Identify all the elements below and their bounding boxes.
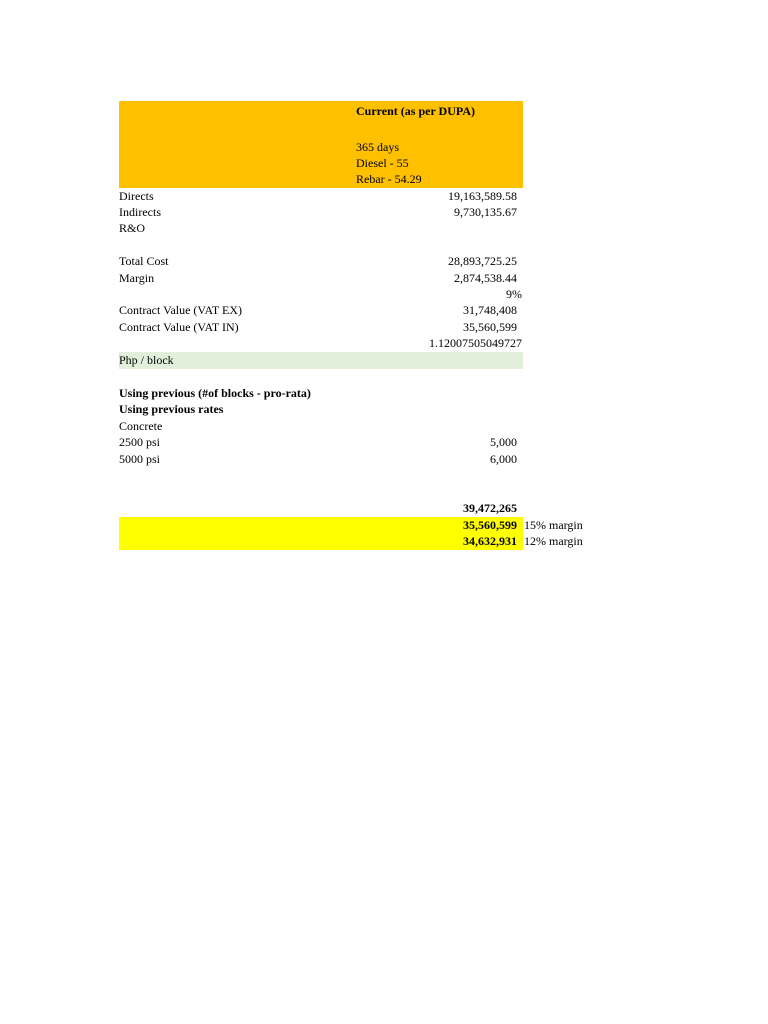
total-15-margin-value: 35,560,599 xyxy=(463,518,517,532)
psi-2500-value: 5,000 xyxy=(490,435,517,449)
contract-value-vat-ex-label: Contract Value (VAT EX) xyxy=(119,303,242,317)
total-15-margin-note: 15% margin xyxy=(524,518,583,532)
indirects-label: Indirects xyxy=(119,205,161,219)
contract-value-vat-ex-value: 31,748,408 xyxy=(463,303,517,317)
directs-label: Directs xyxy=(119,189,154,203)
total-previous-value: 39,472,265 xyxy=(463,501,517,515)
total-cost-label: Total Cost xyxy=(119,254,169,268)
concrete-label: Concrete xyxy=(119,419,163,433)
contract-value-vat-in-label: Contract Value (VAT IN) xyxy=(119,320,239,334)
header-days: 365 days xyxy=(356,140,399,154)
psi-2500-label: 2500 psi xyxy=(119,435,161,449)
total-cost-value: 28,893,725.25 xyxy=(448,254,517,268)
header-title: Current (as per DUPA) xyxy=(356,104,475,118)
margin-label: Margin xyxy=(119,271,155,285)
total-12-margin-value: 34,632,931 xyxy=(463,534,517,548)
previous-rates-heading: Using previous rates xyxy=(119,402,224,416)
directs-value: 19,163,589.58 xyxy=(448,189,517,203)
psi-5000-value: 6,000 xyxy=(490,452,517,466)
previous-blocks-heading: Using previous (#of blocks - pro-rata) xyxy=(119,386,311,400)
php-block-band xyxy=(119,352,523,369)
indirects-value: 9,730,135.67 xyxy=(454,205,517,219)
contract-value-vat-in-value: 35,560,599 xyxy=(463,320,517,334)
php-block-label: Php / block xyxy=(119,353,174,367)
vat-ratio-value: 1.12007505049727 xyxy=(429,336,522,350)
header-diesel: Diesel - 55 xyxy=(356,156,409,170)
ro-label: R&O xyxy=(119,221,146,235)
header-rebar: Rebar - 54.29 xyxy=(356,172,422,186)
total-12-margin-note: 12% margin xyxy=(524,534,583,548)
margin-value: 2,874,538.44 xyxy=(454,271,517,285)
psi-5000-label: 5000 psi xyxy=(119,452,161,466)
margin-percent: 9% xyxy=(506,287,522,301)
